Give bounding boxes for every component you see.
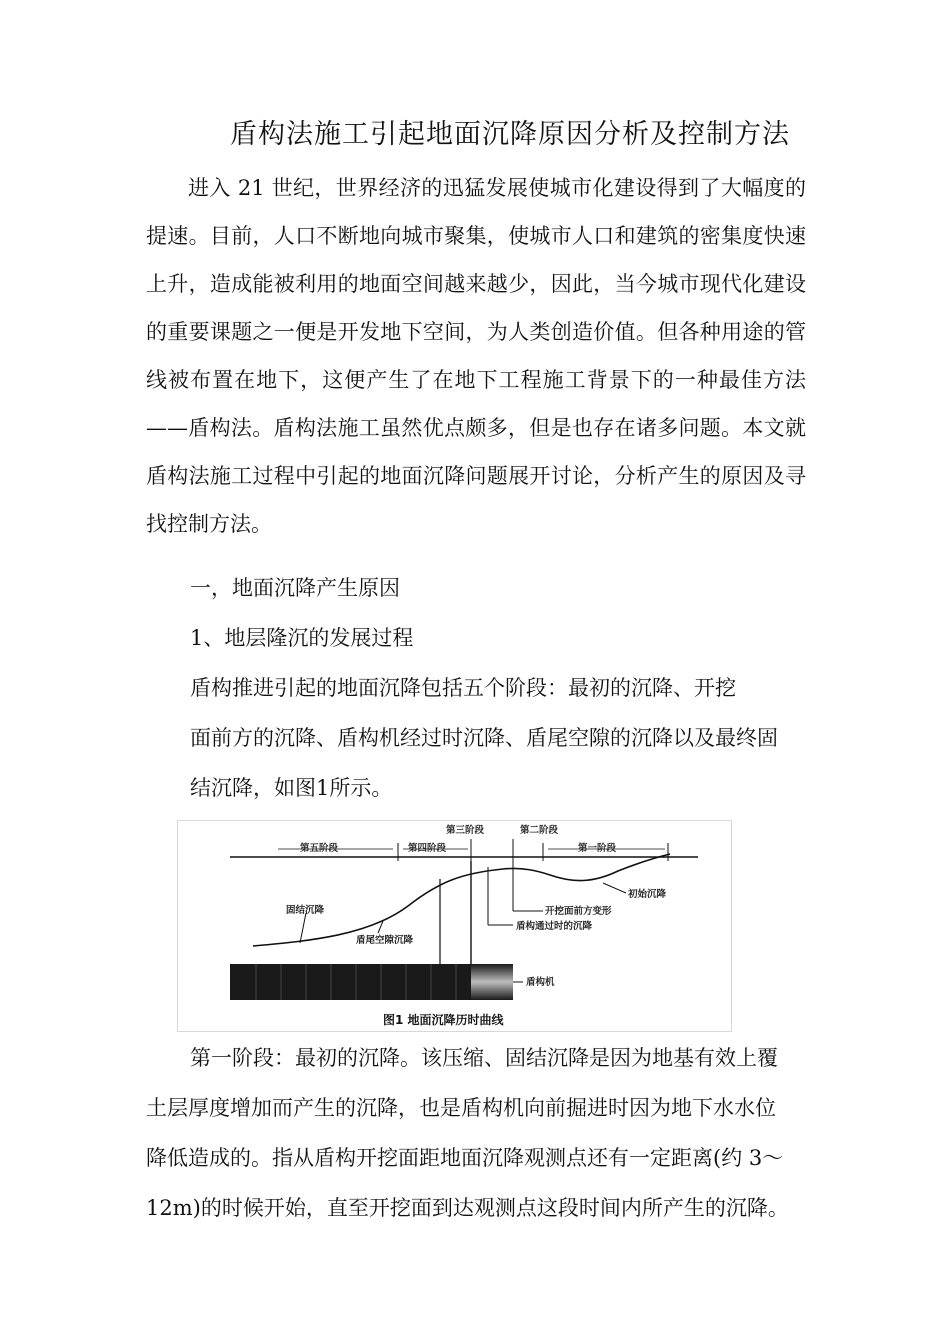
page-title: 盾构法施工引起地面沉降原因分析及控制方法 [230,119,790,150]
settlement-curve [253,854,670,946]
intro-paragraph: 进入 21 世纪，世界经济的迅猛发展使城市化建设得到了大幅度的提速。目前，人口不断地向城市聚集，使城市人口和建筑的密集度快速上升，造成能被利用的地面空间越来越少，因此，当今城市现代化建设的重要课题之一便是开发地下空间，为人类创造价值。但各种用途的管线被布置在地下，这便产生了在地下工程施工背景下的一种最佳方法——盾构法。盾构法施工虽然优点颇多，但是也存在诸多问题。本文就盾构法施工过程中引起的地面沉降问题展开讨论，分析产生的原因及寻找控制方法。 [146,176,806,536]
label-initial: 初始沉降 [628,889,667,900]
label-stage-1: 第一阶段 [578,843,617,854]
settlement-figure [177,820,732,1032]
label-shield: 盾构机 [526,977,555,988]
subsection-heading: 1、地层隆沉的发展过程 [190,626,414,650]
leader-line [603,883,626,893]
stages-line-3: 结沉降，如图1所示。 [190,776,393,800]
label-stage-5: 第五阶段 [300,843,339,854]
settlement-diagram [178,821,731,1031]
label-passing: 盾构通过时的沉降 [516,921,593,932]
label-stage-4: 第四阶段 [408,843,447,854]
label-face-deformation: 开挖面前方变形 [545,906,612,917]
leader-line [300,913,306,943]
stage1-line-4: 12m)的时候开始，直至开挖面到达观测点这段时间内所产生的沉降。 [146,1196,789,1220]
stage1-line-3: 降低造成的。指从盾构开挖面距地面沉降观测点还有一定距离(约 3～ [146,1146,784,1170]
label-consolidation: 固结沉降 [286,905,325,916]
shield-machine [471,964,513,1000]
stages-line-2: 面前方的沉降、盾构机经过时沉降、盾尾空隙的沉降以及最终固 [190,726,778,750]
tunnel-lining [230,964,471,1000]
section-heading: 一，地面沉降产生原因 [190,576,400,600]
label-stage-3: 第三阶段 [446,825,485,836]
stage1-line-1: 第一阶段：最初的沉降。该压缩、固结沉降是因为地基有效上覆 [190,1046,778,1070]
stages-line-1: 盾构推进引起的地面沉降包括五个阶段：最初的沉降、开挖 [190,676,736,700]
label-stage-2: 第二阶段 [520,825,559,836]
stage1-line-2: 土层厚度增加而产生的沉降，也是盾构机向前掘进时因为地下水水位 [146,1096,776,1120]
label-tail-void: 盾尾空隙沉降 [356,935,414,946]
figure-caption: 图1 地面沉降历时曲线 [383,1013,504,1027]
